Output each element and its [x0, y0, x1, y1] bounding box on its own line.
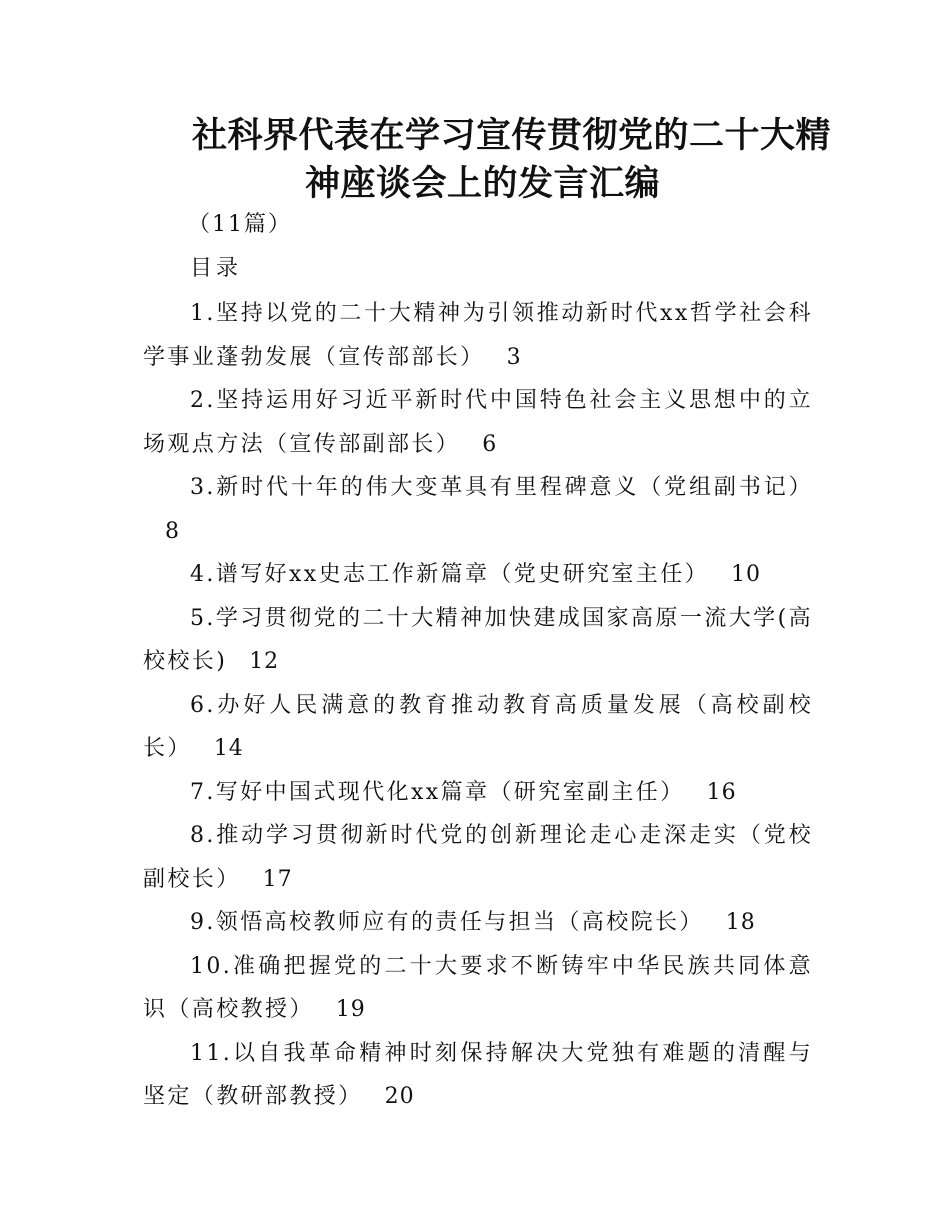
toc-item[interactable] — [143, 771, 813, 815]
toc-item-page: 17 — [262, 866, 293, 892]
table-of-contents — [143, 292, 813, 1119]
toc-item[interactable] — [143, 379, 813, 466]
article-count: （11篇） — [188, 212, 292, 237]
toc-item[interactable] — [143, 814, 813, 901]
toc-item-title: 5.学习贯彻党的二十大精神加快建成国家高原一流大学(高校校长) — [143, 605, 813, 674]
toc-item-page: 12 — [249, 649, 280, 674]
toc-item-page: 18 — [725, 910, 756, 935]
toc-item-title: 7.写好中国式现代化xx篇章（研究室副主任） — [190, 779, 685, 805]
toc-item[interactable] — [143, 597, 813, 684]
toc-item-page: 6 — [482, 431, 498, 457]
toc-item-title: 4.谱写好xx史志工作新篇章（党史研究室主任） — [190, 562, 710, 587]
title-line-1: 社科界代表在学习宣传贯彻党的二十大精 — [192, 115, 832, 156]
title-line-2: 神座谈会上的发言汇编 — [305, 163, 661, 204]
toc-item-title: 8.推动学习贯彻新时代党的创新理论走心走深走实（党校副校长） — [143, 823, 813, 892]
toc-item[interactable] — [143, 553, 813, 597]
toc-item[interactable] — [143, 1032, 813, 1119]
toc-item-page: 16 — [706, 779, 737, 805]
toc-item-title: 6.办好人民满意的教育推动教育高质量发展（高校副校长） — [143, 692, 813, 761]
toc-item[interactable] — [143, 945, 813, 1032]
toc-item-page: 14 — [213, 736, 244, 761]
toc-item-title: 11.以自我革命精神时刻保持解决大党独有难题的清醒与坚定（教研部教授） — [143, 1040, 813, 1109]
toc-item-title: 9.领悟高校教师应有的责任与担当（高校院长） — [190, 910, 704, 935]
toc-item-page: 10 — [731, 562, 762, 587]
toc-item-page: 8 — [165, 518, 180, 544]
toc-item[interactable] — [143, 292, 813, 379]
toc-item-title: 10.准确把握党的二十大要求不断铸牢中华民族共同体意识（高校教授） — [143, 953, 813, 1022]
toc-item-title: 1.坚持以党的二十大精神为引领推动新时代xx哲学社会科学事业蓬勃发展（宣传部部长） — [143, 301, 813, 370]
toc-item[interactable] — [143, 684, 813, 771]
toc-heading: 目录 — [190, 256, 243, 281]
toc-item[interactable] — [143, 466, 813, 553]
toc-item-title: 2.坚持运用好习近平新时代中国特色社会主义思想中的立场观点方法（宣传部副部长） — [143, 388, 813, 457]
toc-item-title: 3.新时代十年的伟大变革具有里程碑意义（党组副书记） — [190, 475, 813, 500]
toc-item-page: 20 — [384, 1084, 415, 1109]
toc-item[interactable] — [143, 901, 813, 945]
toc-item-page: 19 — [335, 997, 366, 1022]
toc-item-page: 3 — [506, 344, 522, 370]
